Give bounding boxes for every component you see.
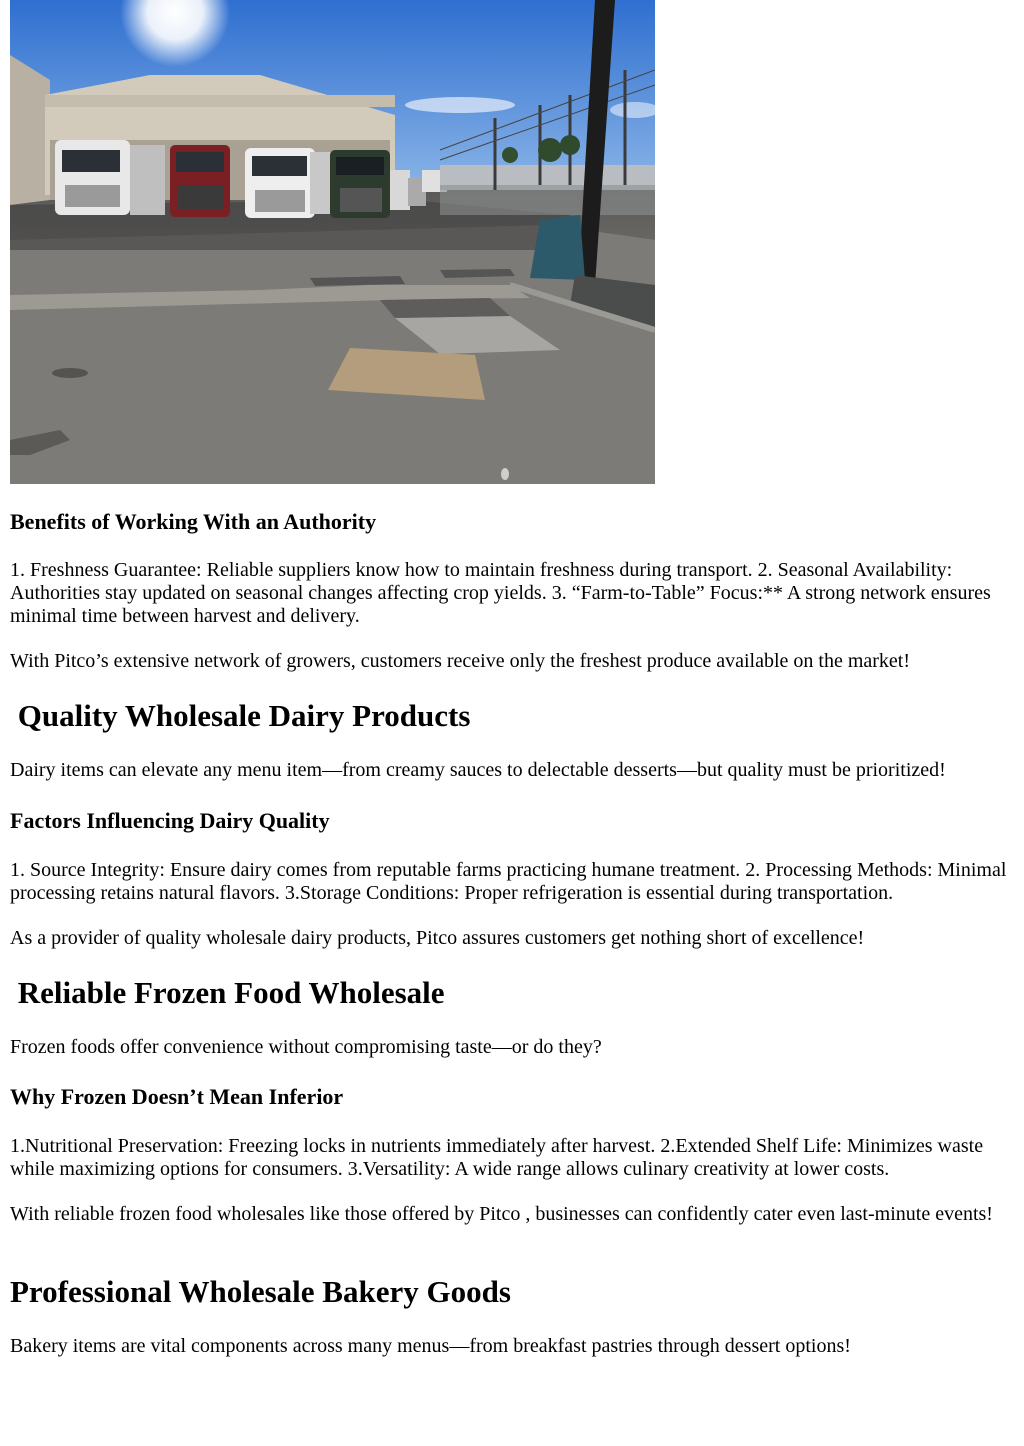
section-heading-frozen-why: Why Frozen Doesn’t Mean Inferior — [10, 1084, 344, 1109]
article-content — [10, 0, 1010, 1357]
section-heading-bakery: Professional Wholesale Bakery Goods — [10, 1274, 511, 1309]
section-heading-benefits: Benefits of Working With an Authority — [10, 509, 377, 534]
paragraph-dairy-intro: Dairy items can elevate any menu item—from creamy sauces to delectable desserts—but quality must be prioritized! — [10, 759, 946, 781]
paragraph-bakery-intro: Bakery items are vital components across many menus—from breakfast pastries through dessert options! — [10, 1335, 851, 1357]
paragraph-dairy-factors: 1. Source Integrity: Ensure dairy comes from reputable farms practicing humane treatment. 2. Processing Methods: Minimal processing retains natural flavors. 3.Storage Conditions: Proper refrigeration is essential during transportation. — [10, 859, 1007, 904]
paragraph-frozen-summary: With reliable frozen food wholesales like those offered by Pitco , businesses can confidently cater even last-minute events! — [10, 1203, 993, 1225]
paragraph-frozen-intro: Frozen foods offer convenience without compromising taste—or do they? — [10, 1036, 602, 1058]
section-heading-dairy-quality: Factors Influencing Dairy Quality — [10, 808, 330, 833]
paragraph-benefits-summary: With Pitco’s extensive network of growers, customers receive only the freshest produce available on the market! — [10, 650, 911, 672]
section-heading-frozen: Reliable Frozen Food Wholesale — [10, 975, 445, 1010]
section-heading-dairy: Quality Wholesale Dairy Products — [10, 698, 471, 733]
paragraph-frozen-list: 1.Nutritional Preservation: Freezing locks in nutrients immediately after harvest. 2.Extended Shelf Life: Minimizes waste while maximizing options for consumers. 3.Versatility: A wide range allows culinary creativity at lower costs. — [10, 1135, 984, 1180]
paragraph-benefits-list: 1. Freshness Guarantee: Reliable suppliers know how to maintain freshness during transport. 2. Seasonal Availability: Authorities stay updated on seasonal changes affecting crop yields. 3. “Farm-to-Table” Focus:** A strong network ensures minimal time between harvest and delivery. — [10, 559, 991, 627]
paragraph-dairy-summary: As a provider of quality wholesale dairy products, Pitco assures customers get nothing short of excellence! — [10, 927, 865, 949]
warehouse-trucks-photo — [10, 0, 655, 484]
